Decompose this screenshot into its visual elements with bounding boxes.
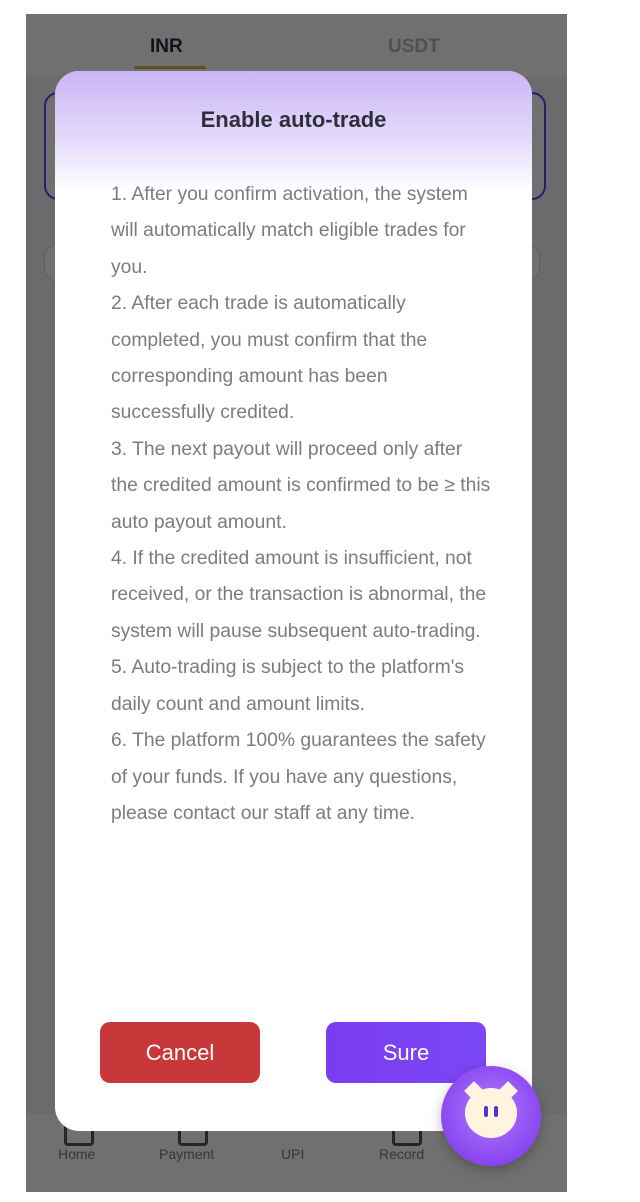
auto-trade-dialog (55, 71, 532, 1131)
rule-item: 6. The platform 100% guarantees the safety of your funds. If you have any questions, please contact our staff at any time. (111, 730, 486, 824)
dialog-title: Enable auto-trade (200, 107, 387, 132)
rule-item: 4. If the credited amount is insufficient, not received, or the transaction is abnormal, the system will pause subsequent auto-trading. (111, 548, 487, 642)
cancel-button[interactable]: Cancel (100, 1022, 260, 1083)
chat-assistant-button[interactable] (441, 1066, 541, 1166)
rule-item: 5. Auto-trading is subject to the platform's daily count and amount limits. (111, 657, 465, 715)
rules-list (111, 177, 491, 832)
assistant-eye (494, 1106, 498, 1117)
rule-item: 3. The next payout will proceed only after the credited amount is confirmed to be ≥ this auto payout amount. (111, 438, 491, 533)
assistant-eye (484, 1106, 488, 1117)
sure-button[interactable]: Sure (326, 1022, 486, 1083)
rule-item: 2. After each trade is automatically completed, you must confirm that the corresponding amount has been successfully credited. (111, 293, 428, 424)
chat-assistant-icon (465, 1088, 517, 1138)
rule-item: 1. After you confirm activation, the system will automatically match eligible trades for you. (111, 184, 468, 278)
